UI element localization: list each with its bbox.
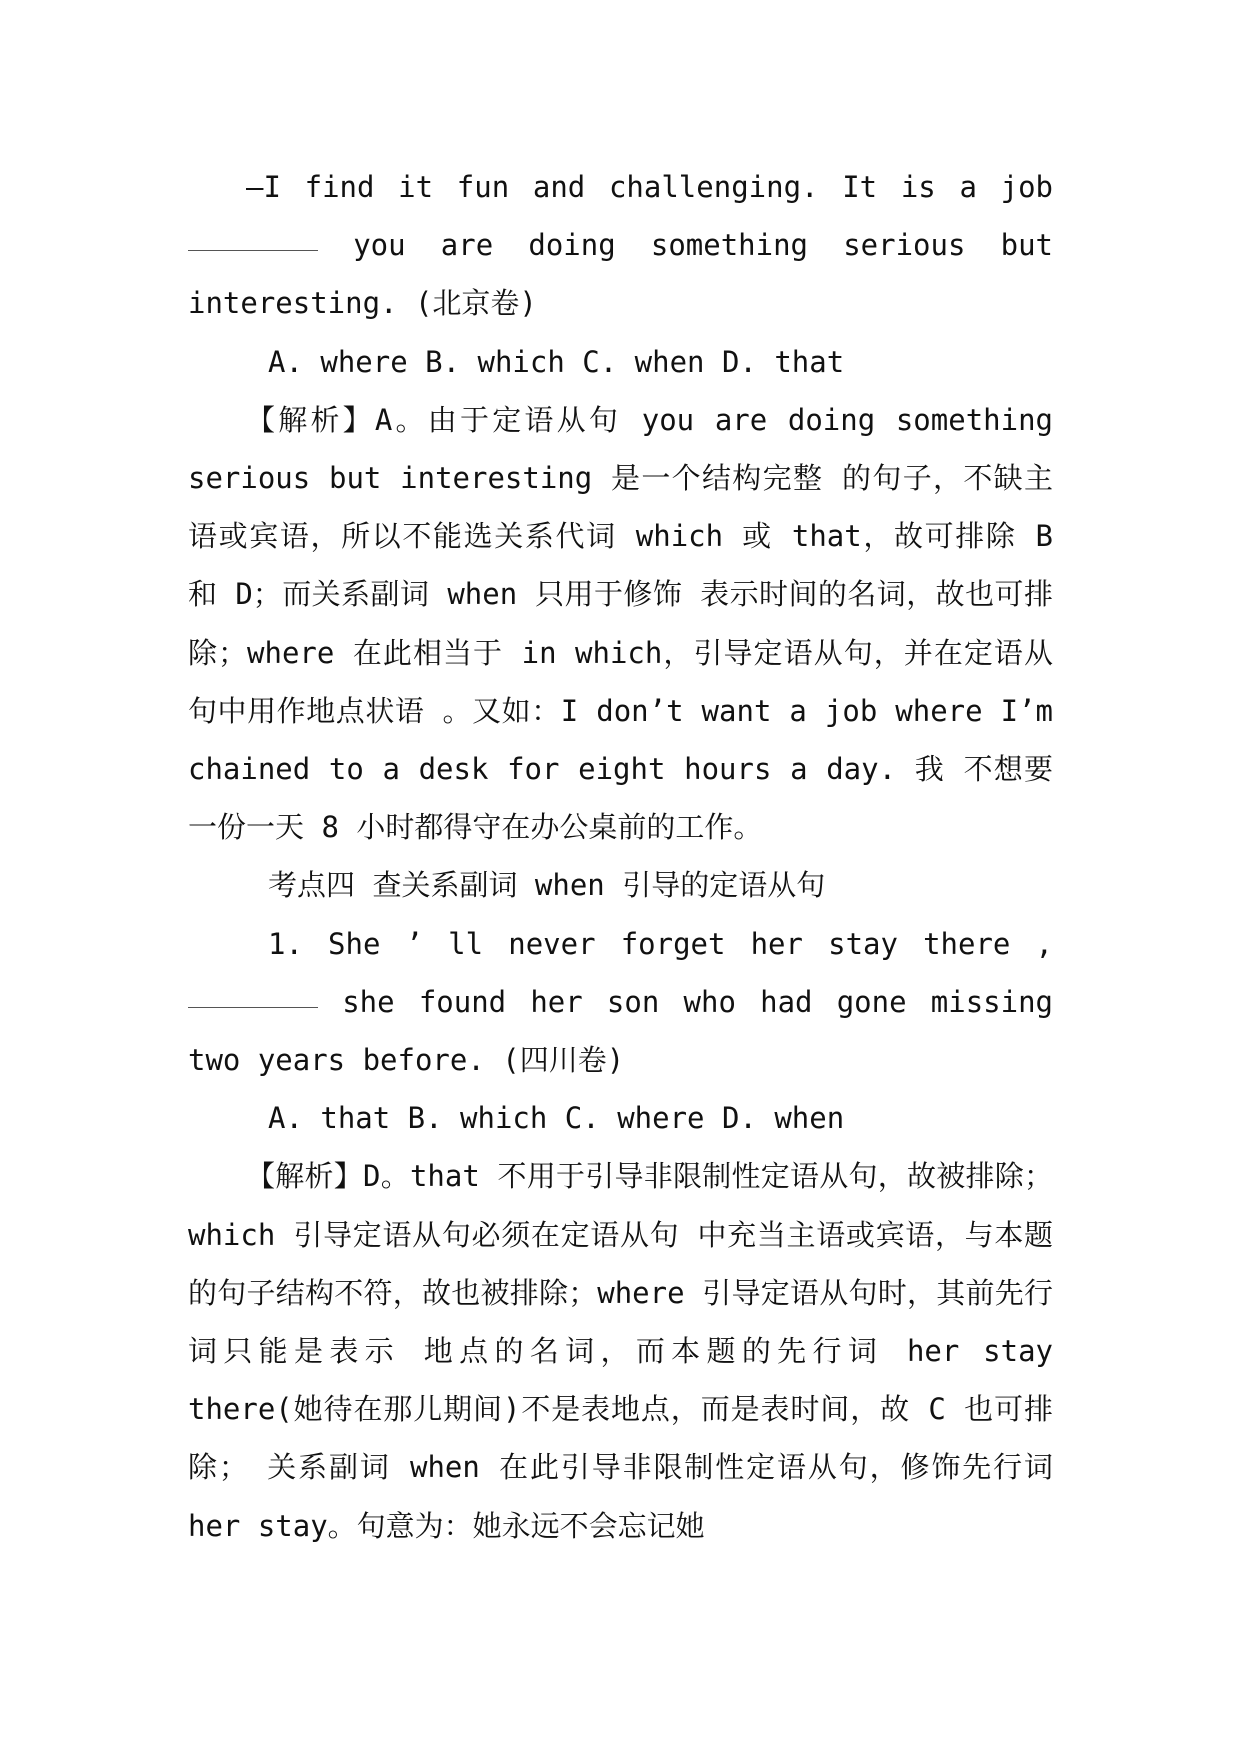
question-3-dialogue [188,158,1053,333]
answer-blank [188,249,318,251]
question-3-options: A. where B. which C. when D. that [268,344,845,379]
answer-blank [188,1006,318,1008]
question-3-text-before-blank: —I find it fun and challenging. It is a job [246,170,1053,204]
document-page [188,158,1053,1555]
question-4-analysis: 【解析】D。that 不用于引导非限制性定语从句，故被排除；which 引导定语从句必须在定语从句 中充当主语或宾语，与本题的句子结构不符，故也被排除；where 引导定语从句时，其前先行词只能是表示 地点的名词，而本题的先行词 her stay there(她待在那儿期间)不是表地点，而是表时间，故 C 也可排除； 关系副词 when 在此引导非限制性定语从句，修饰先行词 her stay。句意为：她永远不会忘记她 [188,1159,1053,1543]
question-4-text-after-blank: she found her son who had gone missing two years before. (四川卷) [188,984,1053,1078]
section-heading: 考点四 查关系副词 when 引导的定语从句 [268,868,826,903]
question-3-analysis: 【解析】A。由于定语从句 you are doing something serious but interesting 是一个结构完整 的句子，不缺主语或宾语，所以不能选关系代词 which 或 that，故可排除 B 和 D；而关系副词 when 只用于修饰 表示时间的名词，故也可排除；where 在此相当于 in which，引导定语从句，并在定语从句中用作地点状语 。又如：I don’t want a job where I’m chained to a desk for eight hours a day. 我 不想要一份一天 8 小时都得守在办公桌前的工作。 [188,402,1053,845]
question-4-text [188,915,1053,1090]
question-4-text-before-blank: 1. She ’ ll never forget her stay there , [268,926,1053,961]
question-3-text-after-blank: you are doing something serious but interesting. (北京卷) [188,228,1053,321]
question-4-options: A. that B. which C. where D. when [268,1101,845,1136]
